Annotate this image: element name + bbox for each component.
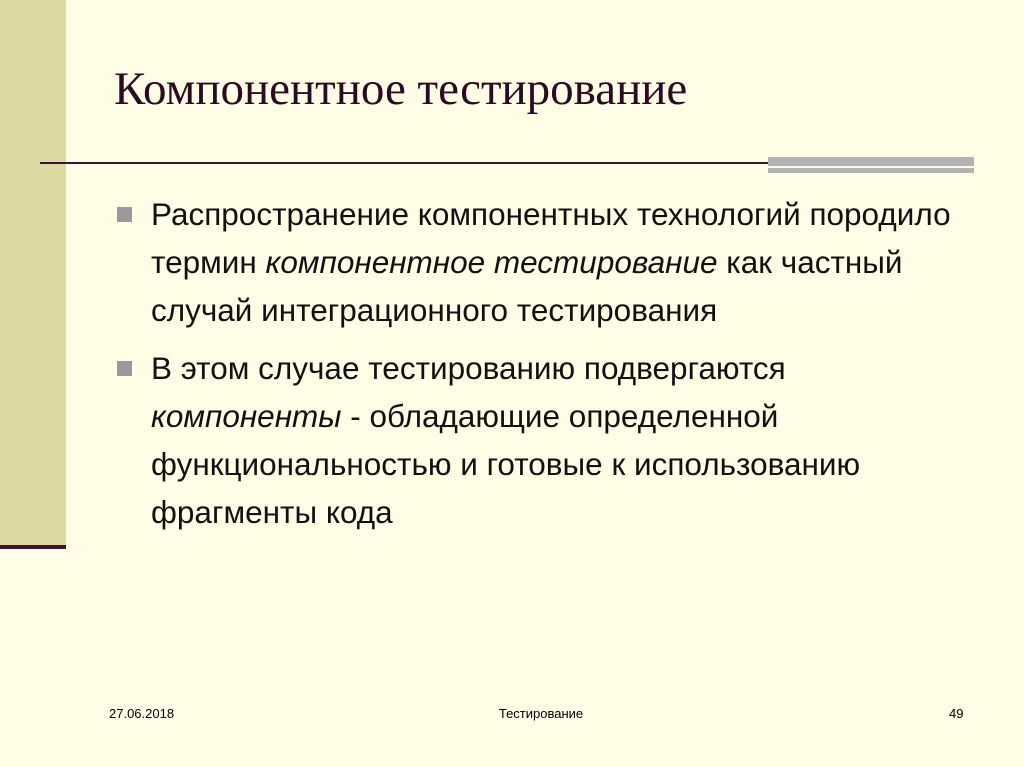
slide-title: Компонентное тестирование bbox=[114, 63, 688, 115]
bullet-item bbox=[117, 344, 977, 536]
bullet-emphasis: компоненты bbox=[151, 398, 342, 434]
bullet-text-continued: как частный случай интеграционного тестирования bbox=[151, 244, 903, 328]
title-rule-accent bbox=[768, 157, 974, 166]
bullet-text-continued: - обладающие определенной функциональностью и готовые к использованию фрагменты кода bbox=[151, 398, 861, 530]
bullet-text: В этом случае тестированию подвергаются bbox=[151, 350, 786, 386]
bullet-list bbox=[117, 190, 977, 546]
title-rule-accent-thin bbox=[768, 168, 974, 173]
sidebar-decoration bbox=[0, 0, 66, 548]
page-number: 49 bbox=[949, 706, 964, 721]
square-bullet-icon bbox=[117, 361, 132, 376]
footer-title: Тестирование bbox=[498, 706, 584, 721]
bullet-item bbox=[117, 190, 977, 334]
bullet-emphasis: компонентное тестирование bbox=[265, 244, 718, 280]
square-bullet-icon bbox=[117, 207, 132, 222]
sidebar-underline bbox=[0, 545, 66, 549]
title-rule bbox=[40, 162, 770, 164]
bullet-text: Распространение компонентных технологий породило термин bbox=[151, 196, 951, 280]
footer-date: 27.06.2018 bbox=[109, 706, 175, 721]
